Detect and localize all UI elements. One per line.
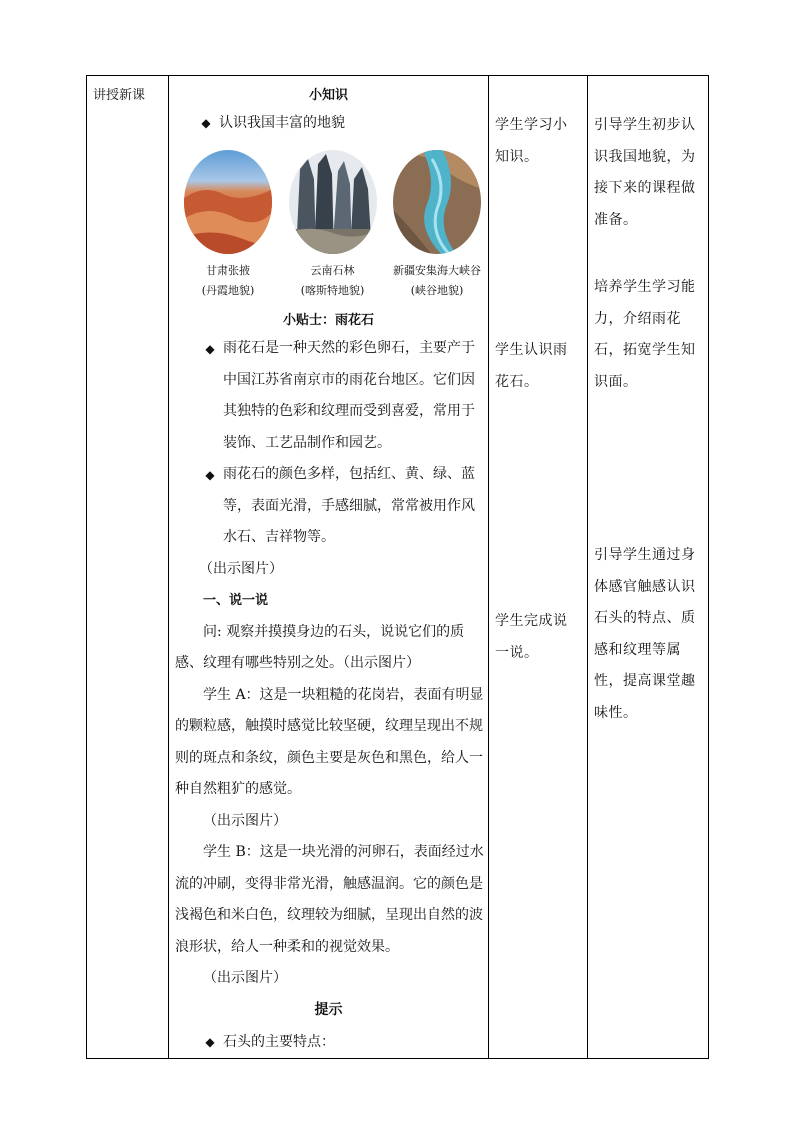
show-picture-note-3: （出示图片） [203, 970, 287, 986]
canyon-river-photo [392, 149, 482, 255]
image-caption-type: (丹霞地貌) [201, 284, 255, 297]
landform-image-2 [286, 149, 380, 301]
activity-heading: 一、说一说 [203, 593, 269, 608]
student-activity-cell [489, 76, 588, 1059]
hint-bullet: ◆ 石头的主要特点： [169, 1026, 488, 1058]
image-caption-type: (喀斯特地貌) [300, 284, 365, 297]
tip-bullet-1: ◆ 雨花石是一种天然的彩色卵石，主要产于中国江苏省南京市的雨花台地区。它们因其独特的色彩和纹理而受到喜爱，常用于装饰、工艺品制作和园艺。 [169, 333, 488, 459]
landform-image-1 [181, 149, 275, 301]
design-intent-cell [588, 76, 709, 1059]
knowledge-bullet: ◆ 认识我国丰富的地貌 [169, 107, 488, 139]
show-picture-note-2: （出示图片） [203, 812, 287, 829]
design-intent-3: 引导学生通过身体感官触感认识石头的特点、质感和纹理等属性，提高课堂趣味性。 [594, 547, 696, 721]
danxia-landform-photo [183, 149, 273, 255]
student-a-answer: 学生 A：这是一块粗糙的花岗岩，表面有明显的颗粒感，触摸时感觉比较坚硬，纹理呈现出不规则的斑点和条纹，颜色主要是灰色和黑色，给人一种自然粗犷的感觉。 [175, 686, 484, 797]
image-caption-name: 甘肃张掖 [206, 264, 250, 277]
hint-title: 提示 [314, 1001, 343, 1018]
teaching-content-cell [169, 76, 489, 1059]
show-picture-note: （出示图片） [199, 560, 283, 577]
activity-question: 问: 观察并摸摸身边的石头，说说它们的质感、纹理有哪些特别之处。（出示图片） [175, 623, 465, 671]
landform-image-3 [390, 149, 484, 301]
diamond-bullet-icon: ◆ [205, 342, 215, 356]
student-b-answer: 学生 B：这是一块光滑的河卵石，表面经过水流的冲刷，变得非常光滑，触感温润。它的颜色是浅褐色和米白色，纹理较为细腻，呈现出自然的波浪形状，给人一种柔和的视觉效果。 [175, 844, 484, 955]
lesson-plan-table [86, 75, 709, 1059]
image-caption-name: 云南石林 [310, 264, 355, 277]
tip-title: 小贴士：雨花石 [282, 313, 374, 328]
student-activity-3: 学生完成说一说。 [495, 613, 568, 661]
diamond-bullet-icon: ◆ [201, 116, 211, 130]
student-activity-1: 学生学习小知识。 [495, 117, 568, 165]
design-intent-2: 培养学生学习能力，介绍雨花石，拓宽学生知识面。 [594, 279, 696, 390]
stage-label: 讲授新课 [87, 76, 169, 1059]
image-caption-name: 新疆安集海大峡谷 [393, 264, 481, 277]
knowledge-title: 小知识 [308, 88, 348, 103]
image-caption-type: (峡谷地貌) [410, 284, 464, 297]
karst-stone-forest-photo [288, 149, 378, 255]
design-intent-1: 引导学生初步认识我国地貌，为接下来的课程做准备。 [594, 117, 696, 228]
landform-images [169, 149, 488, 301]
student-activity-2: 学生认识雨花石。 [495, 342, 568, 390]
diamond-bullet-icon: ◆ [205, 468, 215, 482]
diamond-bullet-icon: ◆ [205, 1035, 215, 1049]
tip-bullet-2: ◆ 雨花石的颜色多样，包括红、黄、绿、蓝等，表面光滑，手感细腻，常常被用作风水石、吉祥物等。 [169, 459, 488, 554]
